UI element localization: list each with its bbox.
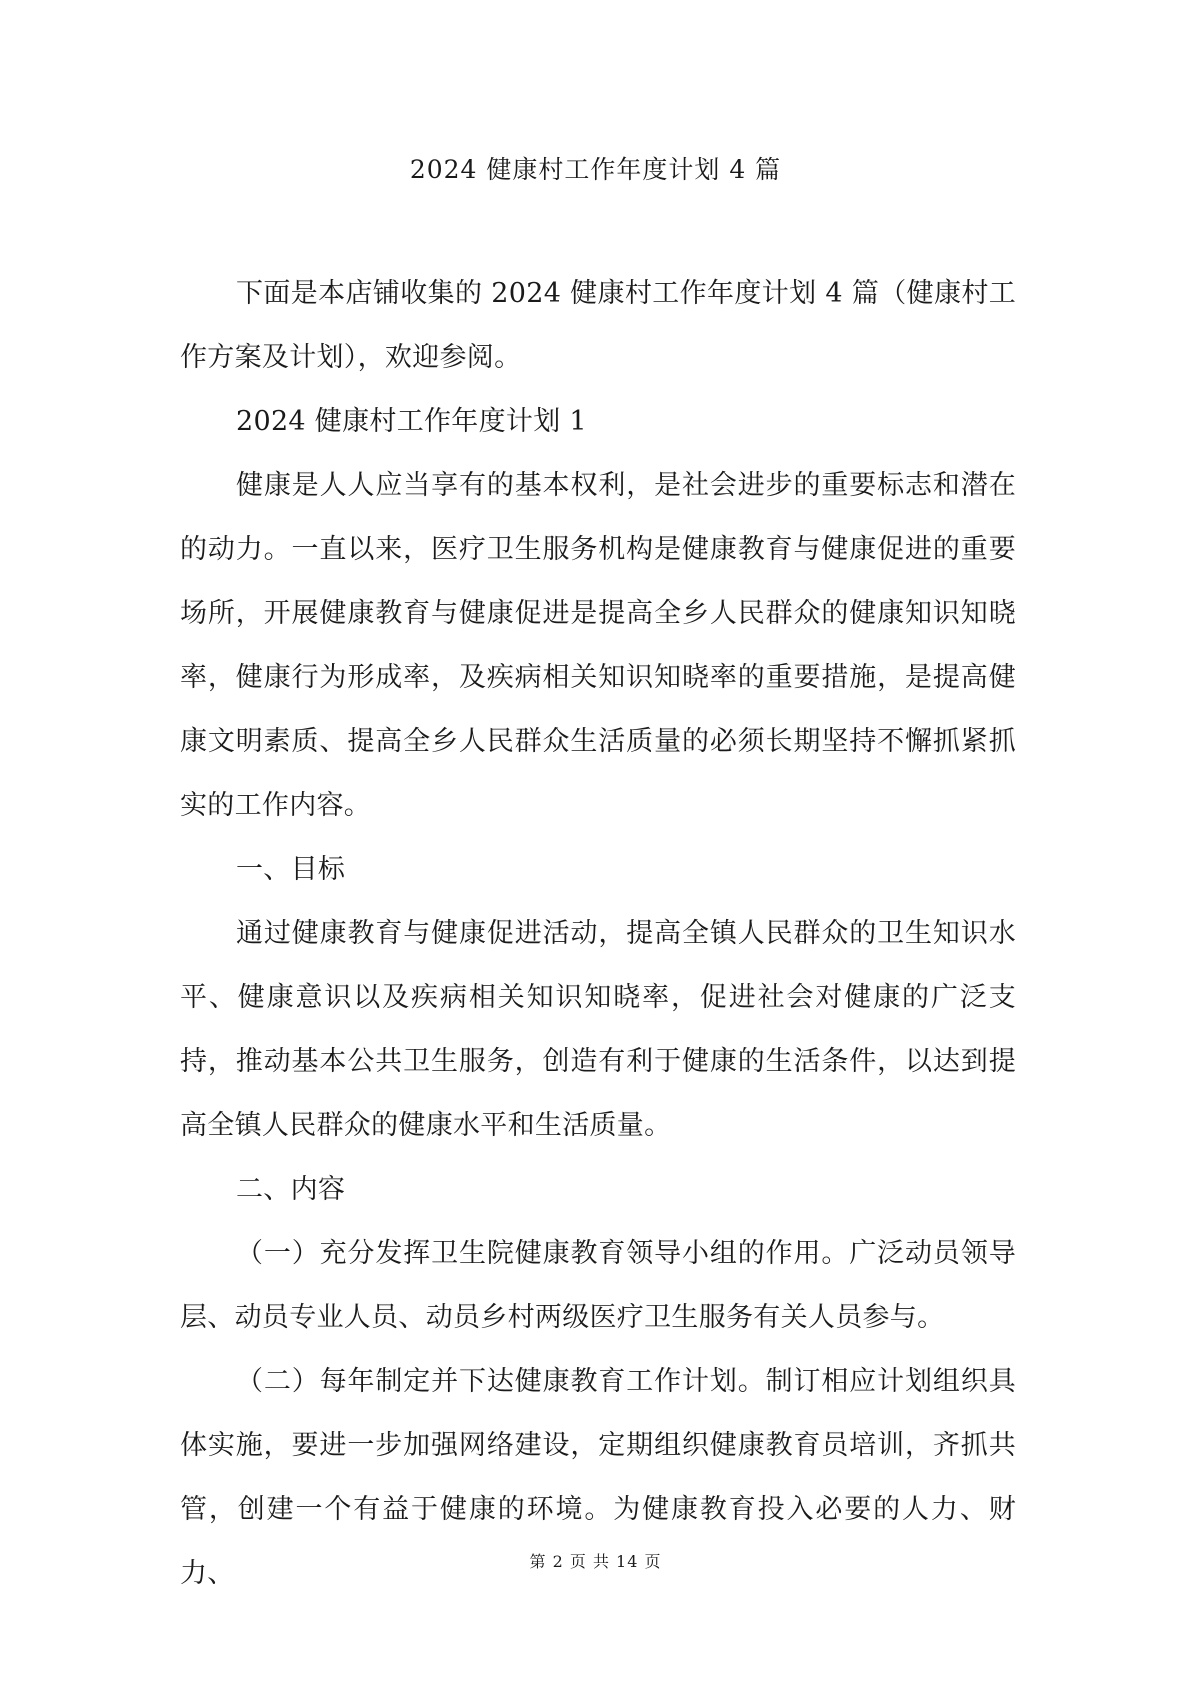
document-body	[180, 262, 1016, 1606]
paragraph-goals: 通过健康教育与健康促进活动，提高全镇人民群众的卫生知识水平、健康意识以及疾病相关知识知晓率，促进社会对健康的广泛支持，推动基本公共卫生服务，创造有利于健康的生活条件，以达到提高全镇人民群众的健康水平和生活质量。	[180, 918, 1016, 1141]
paragraph-content-item-2: （二）每年制定并下达健康教育工作计划。制订相应计划组织具体实施，要进一步加强网络建设，定期组织健康教育员培训，齐抓共管，创建一个有益于健康的环境。为健康教育投入必要的人力、财力、	[180, 1366, 1016, 1589]
section-heading-plan-1: 2024 健康村工作年度计划 1	[236, 406, 587, 437]
document-title: 2024 健康村工作年度计划 4 篇	[409, 155, 782, 184]
page-footer: 第 2 页 共 14 页	[529, 1552, 662, 1571]
section-heading-content: 二、内容	[236, 1174, 346, 1205]
paragraph-health-rights: 健康是人人应当享有的基本权利，是社会进步的重要标志和潜在的动力。一直以来，医疗卫生服务机构是健康教育与健康促进的重要场所，开展健康教育与健康促进是提高全乡人民群众的健康知识知晓率，健康行为形成率，及疾病相关知识知晓率的重要措施，是提高健康文明素质、提高全乡人民群众生活质量的必须长期坚持不懈抓紧抓实的工作内容。	[180, 470, 1016, 821]
paragraph-content-item-1: （一）充分发挥卫生院健康教育领导小组的作用。广泛动员领导层、动员专业人员、动员乡村两级医疗卫生服务有关人员参与。	[180, 1238, 1016, 1333]
section-heading-goals: 一、目标	[236, 854, 346, 885]
paragraph-intro: 下面是本店铺收集的 2024 健康村工作年度计划 4 篇（健康村工作方案及计划），欢迎参阅。	[180, 278, 1016, 373]
